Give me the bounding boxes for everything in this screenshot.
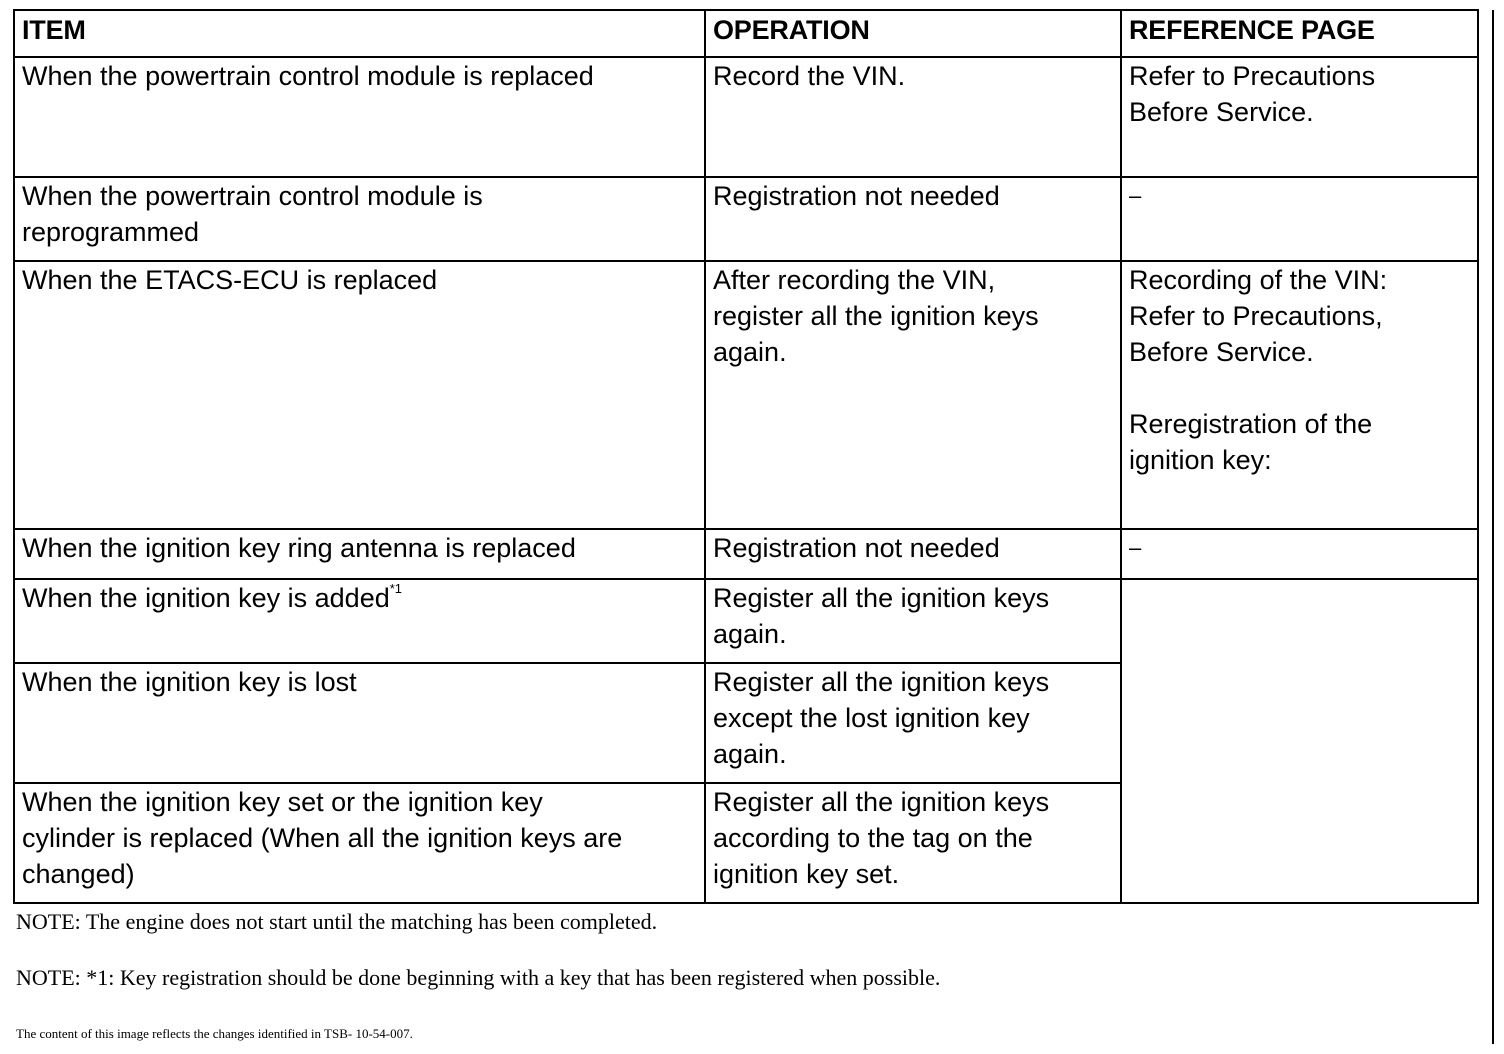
header-item: ITEM [14,10,705,57]
item-cell: When the ignition key is lost [14,663,705,783]
reference-cell: – [1121,177,1478,261]
operation-cell: Registration not needed [705,177,1121,261]
reference-cell [1121,261,1478,529]
reference-gap [1129,370,1470,406]
operation-cell: Registration not needed [705,529,1121,579]
item-cell: When the ignition key set or the ignition key cylinder is replaced (When all the ignition keys are changed) [14,783,705,903]
reference-cell: Refer to Precautions Before Service. [1121,57,1478,177]
key-registration-table [13,9,1479,904]
table-row [14,529,1478,579]
reference-cell-empty [1121,579,1478,903]
item-cell: When the ETACS-ECU is replaced [14,261,705,529]
note-key-registration: NOTE: *1: Key registration should be done beginning with a key that has been registered when possible. [16,965,941,990]
header-reference-page: REFERENCE PAGE [1121,10,1478,57]
reference-reregistration-text: Reregistration of the ignition key: [1129,409,1373,475]
header-operation: OPERATION [705,10,1121,57]
reference-cell: – [1121,529,1478,579]
operation-cell: After recording the VIN, register all the ignition keys again. [705,261,1121,529]
item-cell: When the powertrain control module is replaced [14,57,705,177]
tsb-footer: The content of this image reflects the changes identified in TSB- 10-54-007. [16,1026,413,1041]
operation-cell: Register all the ignition keys except the lost ignition key again. [705,663,1121,783]
operation-cell: Record the VIN. [705,57,1121,177]
reference-vin-text: Recording of the VIN: Refer to Precautions, Before Service. [1129,265,1388,367]
operation-cell: Register all the ignition keys according to the tag on the ignition key set. [705,783,1121,903]
item-cell [14,579,705,663]
table-row [14,579,1478,663]
note-matching: NOTE: The engine does not start until the matching has been completed. [16,909,658,934]
table-row [14,177,1478,261]
table-header-row [14,10,1478,57]
footnote-marker: *1 [389,581,403,596]
table-row [14,261,1478,529]
table-row [14,57,1478,177]
item-cell: When the ignition key ring antenna is replaced [14,529,705,579]
notes-section [16,908,940,1048]
operation-cell: Register all the ignition keys again. [705,579,1121,663]
page-edge-line [1492,10,1494,1044]
item-text: When the ignition key is added [22,583,390,613]
item-cell: When the powertrain control module is reprogrammed [14,177,705,261]
